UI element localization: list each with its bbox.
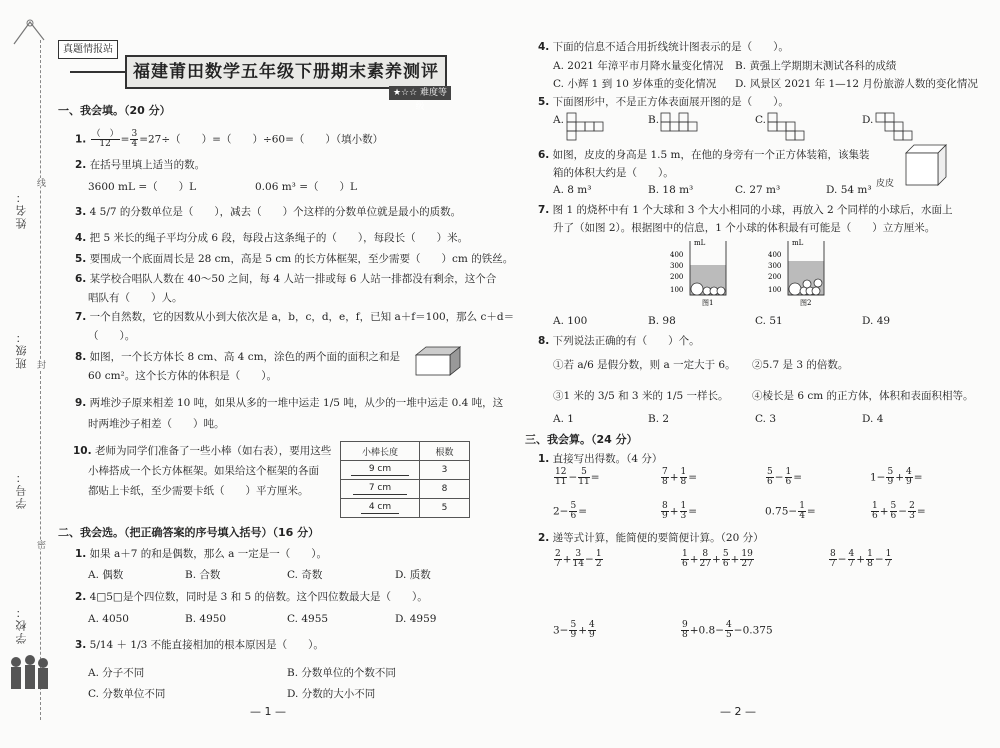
cuboid-figure [414, 345, 462, 377]
beaker-tick: 100 [670, 286, 684, 294]
choice-8: 8. 下列说法正确的有（ ）个。 [538, 335, 700, 347]
option: A. 100 [553, 315, 588, 327]
net-figure-b [660, 112, 704, 142]
option: D. 质数 [395, 569, 431, 581]
question-1: 1. $\frac{( )}{12}$ = $\frac{3}{4}$ =27÷（ ）=（ ）÷60=（ ）（填小数） [75, 129, 384, 149]
statement-2: ②5.7 是 3 的倍数。 [752, 359, 849, 371]
table-row: 9 cm 3 [341, 461, 470, 480]
section-choice-heading: 二、我会选。（把正确答案的序号填入括号）（16 分） [58, 526, 320, 539]
question-8-cont: 60 cm²。这个长方体的体积是（ ）。 [88, 370, 277, 382]
option: C. 奇数 [287, 569, 323, 581]
option: B. 2 [648, 413, 670, 425]
beaker-tick: 200 [768, 273, 782, 281]
beaker-unit: mL [792, 239, 804, 247]
table-row: 7 cm 8 [341, 480, 470, 499]
dash-word: 密 [35, 540, 45, 549]
difficulty-badge: ★☆☆ 难度等级 [389, 86, 451, 100]
beaker-tick: 400 [768, 251, 782, 259]
school-label: 学校： [15, 605, 28, 644]
net-figure-d [875, 112, 919, 142]
choice-7: 7. 图 1 的烧杯中有 1 个大球和 3 个大小相同的小球，再放入 2 个同样的小球后，水面上 [538, 204, 953, 216]
container-cube-figure [900, 143, 948, 189]
option: C. 分数单位不同 [88, 688, 166, 700]
figure-caption: 图2 [800, 299, 812, 307]
source-tag: 真题情报站 [58, 40, 118, 59]
option: C. 小辉 1 到 10 岁体重的变化情况 [553, 78, 717, 90]
calc-item: $\frac{9}{8}$ +0.8− $\frac{4}{5}$ −0.375 [682, 620, 773, 640]
option: D. 分数的大小不同 [287, 688, 376, 700]
question-7: 7. 一个自然数，它的因数从小到大依次是 a，b，c，d，e，f，已知 a＋f＝100，那么 c＋d＝ [75, 311, 515, 323]
figure-caption: 图1 [702, 299, 714, 307]
choice-4: 4. 下面的信息不适合用折线统计图表示的是（ ）。 [538, 41, 789, 53]
option: D. 风景区 2021 年 1—12 月份旅游人数的变化情况 [735, 78, 978, 90]
question-5: 5. 要围成一个底面周长是 28 cm，高是 5 cm 的长方体框架，至少需要（ ）cm 的铁丝。 [75, 253, 514, 265]
choice-1: 1. 如果 a＋7 的和是偶数，那么 a 一定是一（ ）。 [75, 548, 327, 560]
option: A. 1 [553, 413, 574, 425]
option: C. 3 [755, 413, 777, 425]
beaker-tick: 300 [670, 262, 684, 270]
option: C. 27 m³ [735, 184, 781, 196]
calc-item: 0.75− $\frac{1}{4}$ = [765, 501, 816, 521]
option: C. 4955 [287, 613, 329, 625]
calc-item: 1− $\frac{5}{9}$ + $\frac{4}{9}$ = [870, 467, 923, 487]
question-4: 4. 把 5 米长的绳子平均分成 6 段，每段占这条绳子的（ ），每段长（ ）米。 [75, 232, 469, 244]
option: B. 18 m³ [648, 184, 694, 196]
option: B. 合数 [185, 569, 221, 581]
calc-item: $\frac{8}{9}$ + $\frac{1}{3}$ = [662, 501, 698, 521]
question-6-cont: 唱队有（ ）人。 [88, 292, 183, 304]
calc-item: $\frac{5}{6}$ − $\frac{1}{6}$ = [767, 467, 803, 487]
dash-word: 封 [35, 360, 45, 369]
question-3: 3. 4 5/7 的分数单位是（ ），减去（ ）个这样的分数单位就是最小的质数。 [75, 206, 462, 218]
net-figure-a [566, 112, 610, 142]
option: B. 分数单位的个数不同 [287, 667, 396, 679]
option: B. 4950 [185, 613, 227, 625]
option: D. 4959 [395, 613, 437, 625]
section-fill-heading: 一、我会填。（20 分） [58, 104, 171, 117]
choice-6: 6. 如图，皮皮的身高是 1.5 m，在他的身旁有一个正方体装箱，该集装 [538, 149, 870, 161]
table-header: 根数 [420, 442, 470, 461]
question-9-cont: 时两堆沙子相差（ ）吨。 [88, 418, 225, 430]
class-label: 班级： [15, 330, 28, 369]
option: A. 偶数 [88, 569, 124, 581]
beaker-tick: 200 [670, 273, 684, 281]
binding-sidebar [0, 0, 52, 748]
rod-table [340, 441, 470, 518]
calc-item: $\frac{2}{7}$ + $\frac{3}{14}$ − $\frac{1}{2}$ [555, 549, 602, 569]
option: A. 分子不同 [88, 667, 145, 679]
option: B. 黄强上学期期末测试各科的成绩 [735, 60, 897, 72]
beaker-figure-2 [768, 237, 830, 307]
question-9: 9. 两堆沙子原来相差 10 吨，如果从多的一堆中运走 1/5 吨，从少的一堆中运走 0.4 吨，这 [75, 397, 504, 409]
question-2b: 0.06 m³ =（ ）L [255, 181, 357, 193]
option: D. 54 m³ [826, 184, 872, 196]
question-7-cont: （ ）。 [88, 330, 136, 342]
question-10: 10. 老师为同学们准备了一些小棒（如右表），要用这些 [73, 445, 332, 457]
calc-item: $\frac{7}{8}$ + $\frac{1}{8}$ = [662, 467, 698, 487]
option: A. 2021 年漳平市月降水量变化情况 [553, 60, 724, 72]
statement-4: ④棱长是 6 cm 的正方体，体积和表面积相等。 [752, 390, 974, 402]
question-2: 2. 在括号里填上适当的数。 [75, 159, 206, 171]
dash-word: 线 [35, 178, 45, 187]
section-calc-heading: 三、我会算。（24 分） [525, 433, 638, 446]
statement-1: ①若 a/6 是假分数，则 a 一定大于 6。 [553, 359, 736, 371]
option: A. 8 m³ [553, 184, 592, 196]
beaker-tick: 100 [768, 286, 782, 294]
option: A. [553, 114, 564, 126]
calc-item: $\frac{1}{6}$ + $\frac{5}{6}$ − $\frac{2}{3}$ = [872, 501, 926, 521]
question-8: 8. 如图，一个长方体长 8 cm、高 4 cm，涂色的两个面的面积之和是 [75, 351, 401, 363]
student-number-label: 学号： [15, 470, 28, 509]
page-number: — 1 — [250, 705, 286, 718]
option: C. 51 [755, 315, 783, 327]
statement-3: ③1 米的 3/5 和 3 米的 1/5 一样长。 [553, 390, 729, 402]
choice-2: 2. 4□5□是个四位数，同时是 3 和 5 的倍数。这个四位数最大是（ ）。 [75, 591, 428, 603]
tag-underline [70, 57, 125, 73]
net-figure-c [767, 112, 811, 142]
option: C. [755, 114, 766, 126]
cut-line [40, 40, 41, 720]
table-header: 小棒长度 [341, 442, 420, 461]
beaker-tick: 300 [768, 262, 782, 270]
calc-item: 3− $\frac{5}{9}$ + $\frac{4}{9}$ [553, 620, 595, 640]
question-10-cont2: 都贴上卡纸，至少需要卡纸（ ）平方厘米。 [88, 485, 309, 497]
page-title: 福建莆田数学五年级下册期末素养测评 [125, 55, 447, 89]
beaker-tick: 400 [670, 251, 684, 259]
question-10-cont: 小棒搭成一个长方体框架。如果给这个框架的各面 [88, 465, 319, 477]
compass-decoration-icon [10, 18, 50, 48]
table-row: 4 cm 5 [341, 499, 470, 518]
choice-7-cont: 升了（如图 2）。根据图中的信息，1 个小球的体积最有可能是（ ）立方厘米。 [553, 222, 936, 234]
calc-stepwise: 2. 递等式计算，能简便的要简便计算。（20 分） [538, 532, 764, 544]
children-decoration-icon [6, 650, 50, 696]
beaker-figure-1 [670, 237, 732, 307]
calc-item: 2− $\frac{5}{6}$ = [553, 501, 588, 521]
calc-item: $\frac{1}{6}$ + $\frac{8}{27}$ + $\frac{5}{6}$ + $\frac{19}{27}$ [682, 549, 753, 569]
choice-3: 3. 5/14 ＋ 1/3 不能直接相加的根本原因是（ ）。 [75, 639, 324, 651]
name-label: 姓名： [15, 190, 28, 229]
calc-item: $\frac{12}{11}$ − $\frac{5}{11}$ = [555, 467, 600, 487]
question-6: 6. 某学校合唱队人数在 40～50 之间，每 4 人站一排或每 6 人站一排都没有剩余，这个合 [75, 273, 497, 285]
calc-item: $\frac{8}{7}$ − $\frac{4}{7}$ + $\frac{1}{8}$ − $\frac{1}{7}$ [830, 549, 892, 569]
pipi-label: 皮皮 [876, 179, 895, 189]
option: D. [862, 114, 874, 126]
beaker-unit: mL [694, 239, 706, 247]
option: D. 49 [862, 315, 891, 327]
choice-5: 5. 下面图形中，不是正方体表面展开图的是（ ）。 [538, 96, 789, 108]
calc-direct: 1. 直接写出得数。（4 分） [538, 453, 663, 465]
choice-6-cont: 箱的体积大约是（ ）。 [553, 167, 674, 179]
option: B. [648, 114, 660, 126]
option: D. 4 [862, 413, 884, 425]
question-2a: 3600 mL =（ ）L [88, 181, 197, 193]
option: B. 98 [648, 315, 676, 327]
option: A. 4050 [88, 613, 129, 625]
page-number: — 2 — [720, 705, 756, 718]
